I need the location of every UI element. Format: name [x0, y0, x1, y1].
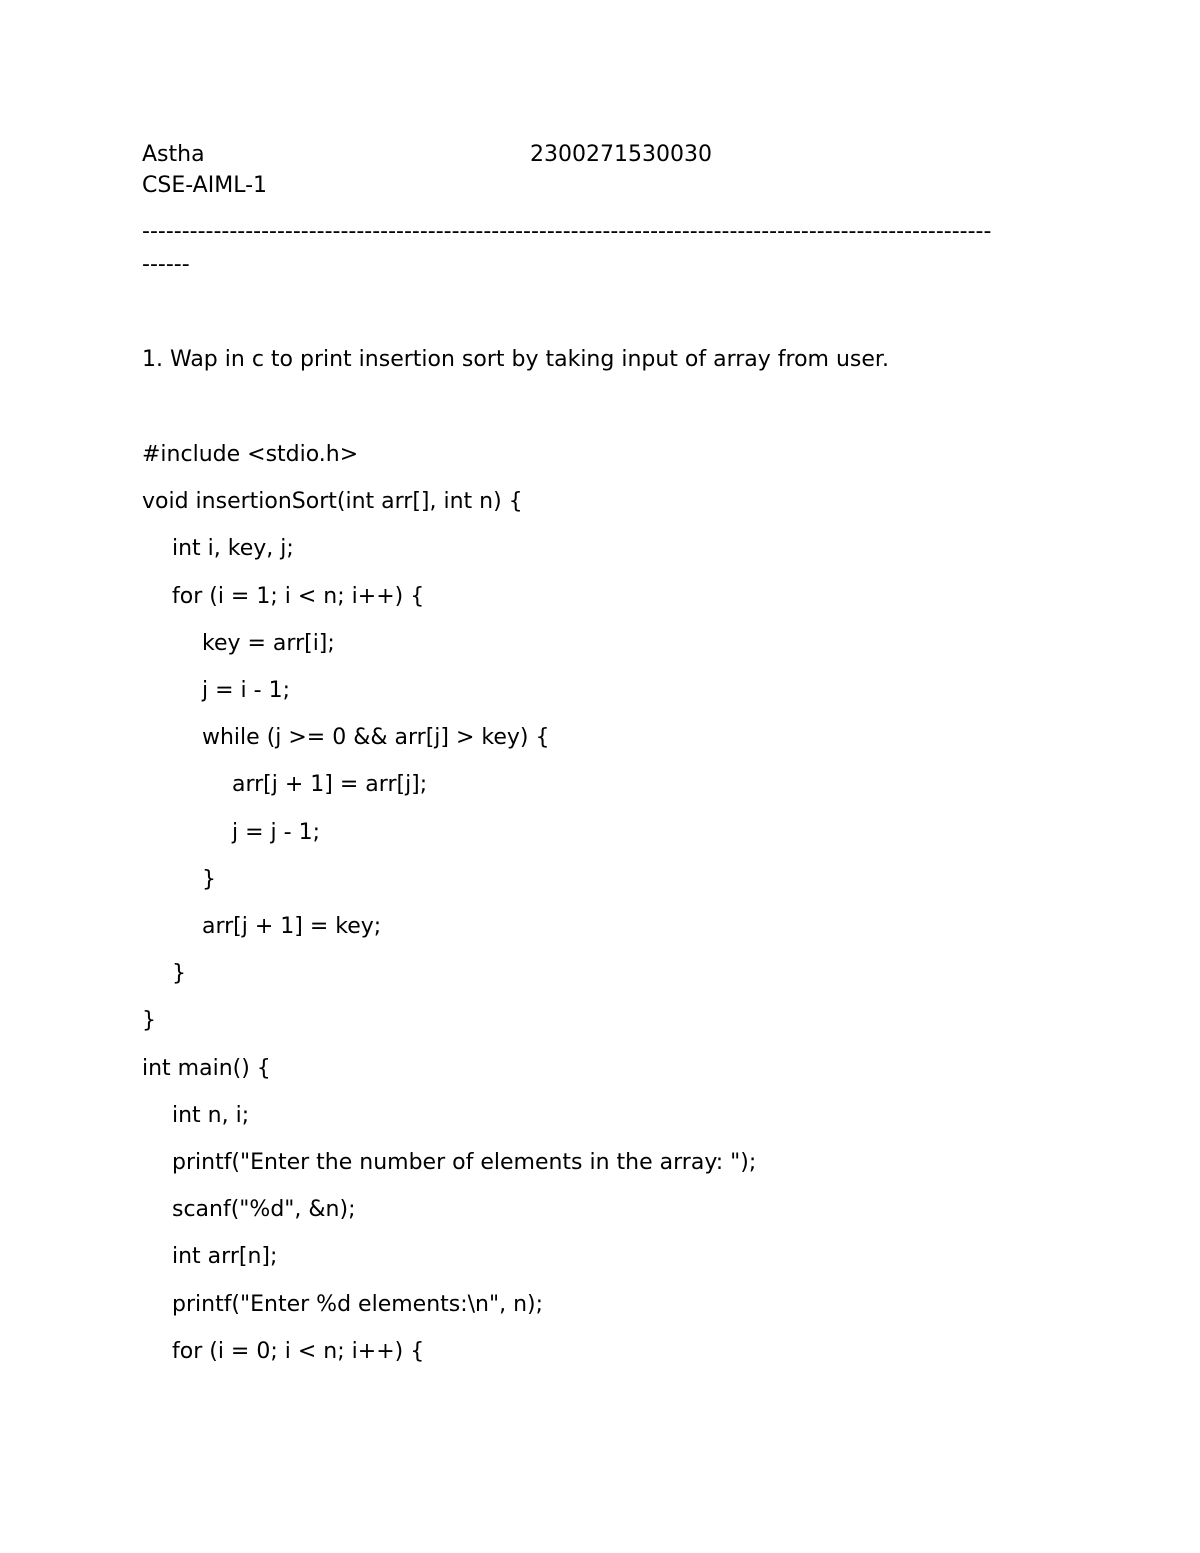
- code-line: void insertionSort(int arr[], int n) {: [142, 489, 523, 514]
- code-line: j = i - 1;: [202, 678, 290, 703]
- question-text: 1. Wap in c to print insertion sort by taking input of array from user.: [142, 347, 889, 372]
- code-line: #include <stdio.h>: [142, 442, 359, 467]
- code-line: int i, key, j;: [172, 536, 294, 561]
- separator-line-continued: ------: [142, 252, 190, 277]
- code-line: for (i = 0; i < n; i++) {: [172, 1339, 425, 1364]
- code-line: arr[j + 1] = arr[j];: [232, 772, 428, 797]
- code-line: j = j - 1;: [232, 820, 320, 845]
- code-line: int n, i;: [172, 1103, 250, 1128]
- code-line: }: [142, 1008, 156, 1033]
- code-line: scanf("%d", &n);: [172, 1197, 356, 1222]
- code-line: int main() {: [142, 1056, 271, 1081]
- code-line: arr[j + 1] = key;: [202, 914, 382, 939]
- code-line: }: [172, 961, 186, 986]
- code-line: key = arr[i];: [202, 631, 335, 656]
- code-line: int arr[n];: [172, 1244, 278, 1269]
- roll-number: 2300271530030: [530, 142, 712, 167]
- code-line: printf("Enter the number of elements in the array: ");: [172, 1150, 757, 1175]
- code-line: printf("Enter %d elements:\n", n);: [172, 1292, 544, 1317]
- code-line: while (j >= 0 && arr[j] > key) {: [202, 725, 550, 750]
- code-line: for (i = 1; i < n; i++) {: [172, 584, 425, 609]
- student-name: Astha: [142, 142, 205, 167]
- class-section: CSE-AIML-1: [142, 173, 268, 198]
- separator-line: -----------------------------------------------------------------------------------------------------------: [142, 219, 992, 244]
- code-line: }: [202, 867, 216, 892]
